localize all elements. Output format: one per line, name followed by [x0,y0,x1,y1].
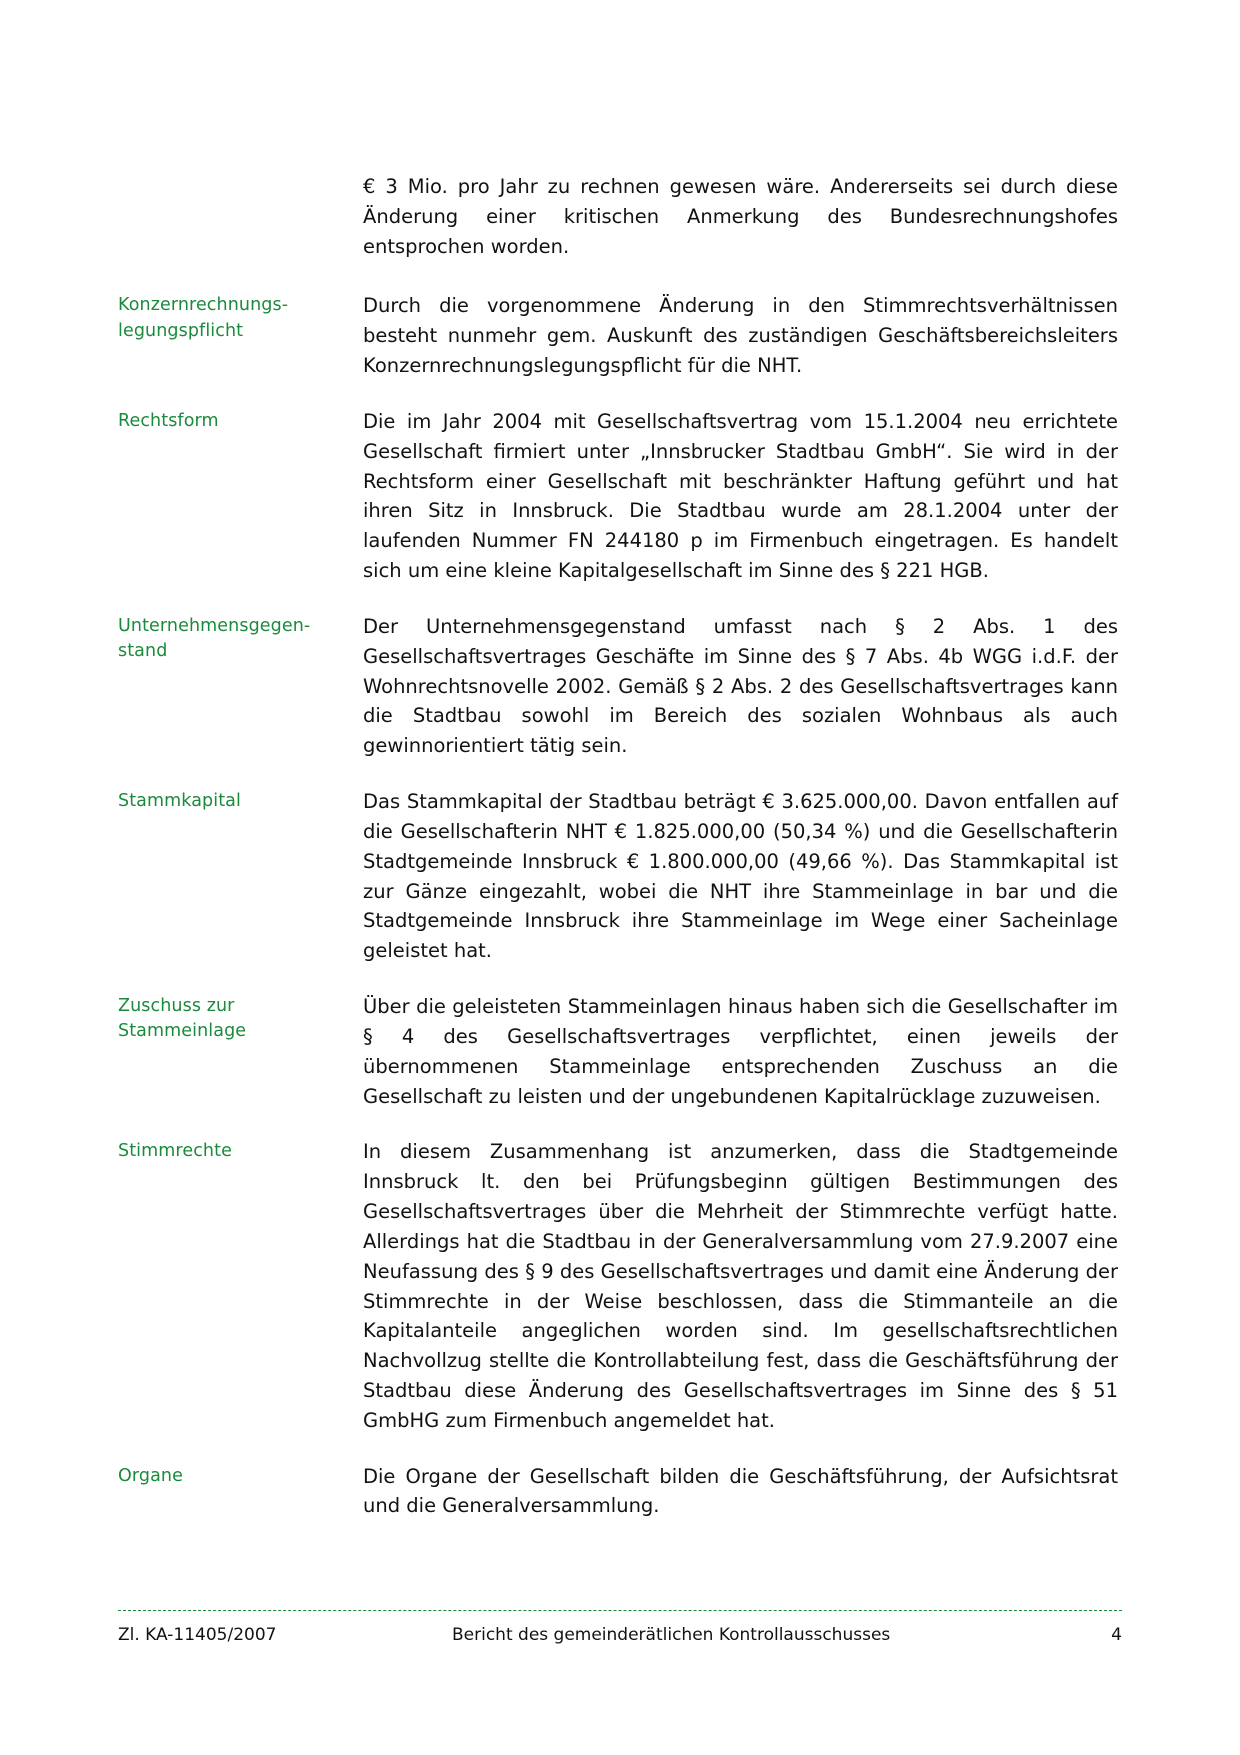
text-block [118,612,1118,761]
body-paragraph: Die im Jahr 2004 mit Gesellschaftsvertrag vom 15.1.2004 neu errichtete Gesellschaft firmiert unter „Innsbrucker Stadtbau GmbH“. Sie wird in der Rechtsform einer Gesellschaft mit beschränkter Haftung geführt und hat ihren Sitz in Innsbruck. Die Stadtbau wurde am 28.1.2004 unter der laufenden Nummer FN 244180 p im Firmenbuch eingetragen. Es handelt sich um eine kleine Kapitalgesellschaft im Sinne des § 221 HGB. [363,409,1118,583]
text-block [118,291,1118,380]
footer-row [118,1625,1122,1645]
text-block [118,1462,1118,1522]
footer-divider [118,1610,1122,1611]
text-block [118,407,1118,586]
body-paragraph: Über die geleisteten Stammeinlagen hinaus haben sich die Gesellschafter im § 4 des Gesellschaftsvertrages verpflichtet, einen jeweils der übernommenen Stammeinlage entsprechenden Zuschuss an die Gesellschaft zu leisten und der ungebundenen Kapitalrücklage zuzuweisen. [363,995,1118,1108]
body-paragraph: € 3 Mio. pro Jahr zu rechnen gewesen wäre. Andererseits sei durch diese Änderung einer kritischen Anmerkung des Bundesrechnungshofes entsprochen worden. [363,175,1118,258]
margin-label-unternehmensgegenstand: Unternehmensgegen- stand [118,615,311,662]
body-paragraph: Der Unternehmensgegenstand umfasst nach § 2 Abs. 1 des Gesellschaftsvertrages Geschäfte im Sinne des § 7 Abs. 4b WGG i.d.F. der Wohnrechtsnovelle 2002. Gemäß § 2 Abs. 2 des Gesellschaftsvertrages kann die Stadtbau sowohl im Bereich des sozialen Wohnbaus als auch gewinnorientiert tätig sein. [363,614,1118,758]
footer-reference: Zl. KA-11405/2007 [118,1625,277,1645]
body-paragraph: In diesem Zusammenhang ist anzumerken, dass die Stadtgemeinde Innsbruck lt. den bei Prüfungsbeginn gültigen Bestimmungen des Gesellschaftsvertrages über die Mehrheit der Stimmrechte verfügt hatte. Allerdings hat die Stadtbau in der Generalversammlung vom 27.9.2007 eine Neufassung des § 9 des Gesellschaftsvertrages und damit eine Änderung der Stimmrechte in der Weise beschlossen, dass die Stimmanteile an die Kapitalanteile angeglichen worden sind. Im gesellschaftsrechtlichen Nachvollzug stellte die Kontrollabteilung fest, dass die Geschäftsführung der Stadtbau diese Änderung des Gesellschaftsvertrages im Sinne des § 51 GmbHG zum Firmenbuch angemeldet hat. [363,1140,1118,1432]
body-paragraph: Das Stammkapital der Stadtbau beträgt € 3.625.000,00. Davon entfallen auf die Gesellschafterin NHT € 1.825.000,00 (50,34 %) und die Gesellschafterin Stadtgemeinde Innsbruck € 1.800.000,00 (49,66 %). Das Stammkapital ist zur Gänze eingezahlt, wobei die NHT ihre Stammeinlage in bar und die Stadtgemeinde Innsbruck ihre Stammeinlage im Wege einer Sacheinlage geleistet hat. [363,790,1118,963]
document-content [118,172,1118,1547]
margin-label-stammkapital: Stammkapital [118,791,241,812]
text-block [118,1137,1118,1435]
margin-label-zuschuss-zur-stammeinlage: Zuschuss zur Stammeinlage [118,996,247,1042]
margin-label-konzernrechnungslegungspflicht: Konzernrechnungs- legungspflicht [118,295,289,341]
margin-label [118,172,363,174]
footer-page-number: 4 [1111,1625,1122,1645]
margin-label-stimmrechte: Stimmrechte [118,1141,232,1162]
text-block [118,172,1118,261]
footer-title: Bericht des gemeinderätlichen Kontrollausschusses [452,1625,891,1645]
margin-label-organe: Organe [118,1465,183,1486]
page-footer [118,1610,1122,1645]
body-paragraph: Durch die vorgenommene Änderung in den Stimmrechtsverhältnissen besteht nunmehr gem. Auskunft des zuständigen Geschäftsbereichsleiters Konzernrechnungslegungspflicht für die NHT. [363,294,1118,378]
text-block [118,992,1118,1111]
text-block [118,787,1118,966]
margin-label-rechtsform: Rechtsform [118,410,219,431]
body-paragraph: Die Organe der Gesellschaft bilden die Geschäftsführung, der Aufsichtsrat und die Generalversammlung. [363,1464,1118,1518]
